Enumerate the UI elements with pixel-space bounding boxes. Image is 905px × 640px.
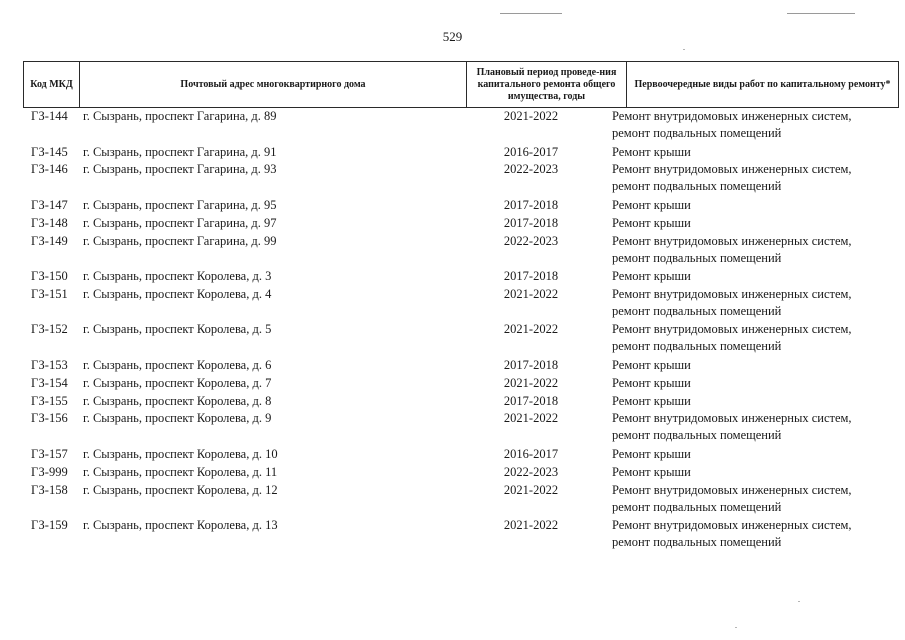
- row-code: ГЗ-154: [31, 376, 68, 390]
- header-address: Почтовый адрес многоквартирного дома: [79, 62, 466, 107]
- header-works: Первоочередные виды работ по капитальному ремонту*: [626, 62, 898, 107]
- row-works: [612, 197, 902, 214]
- row-works-line: ремонт подвальных помещений: [612, 251, 782, 265]
- row-code: ГЗ-148: [31, 216, 68, 230]
- row-period: 2022-2023: [503, 465, 559, 479]
- row-works-line: Ремонт крыши: [612, 198, 691, 212]
- row-code: ГЗ-145: [31, 145, 68, 159]
- row-code: ГЗ-146: [31, 162, 68, 176]
- row-works-line: ремонт подвальных помещений: [612, 179, 782, 193]
- row-period: 2022-2023: [503, 234, 559, 248]
- row-works: [612, 464, 902, 481]
- row-code: ГЗ-156: [31, 411, 68, 425]
- row-works: [612, 517, 902, 551]
- row-works-line: Ремонт крыши: [612, 394, 691, 408]
- scan-speck: [683, 49, 685, 50]
- row-works-line: ремонт подвальных помещений: [612, 500, 782, 514]
- row-period: 2017-2018: [503, 198, 559, 212]
- row-works-line: Ремонт крыши: [612, 145, 691, 159]
- row-works: [612, 233, 902, 267]
- row-works: [612, 108, 902, 142]
- row-address: г. Сызрань, проспект Королева, д. 11: [83, 465, 278, 479]
- row-works-line: ремонт подвальных помещений: [612, 304, 782, 318]
- row-period: 2016-2017: [503, 447, 559, 461]
- row-works: [612, 286, 902, 320]
- row-works-line: Ремонт крыши: [612, 216, 691, 230]
- row-code: ГЗ-152: [31, 322, 68, 336]
- header-period: Плановый период проведе-ния капитального ремонта общего имущества, годы: [466, 62, 626, 107]
- row-address: г. Сызрань, проспект Гагарина, д. 99: [83, 234, 277, 248]
- row-code: ГЗ-149: [31, 234, 68, 248]
- row-address: г. Сызрань, проспект Королева, д. 13: [83, 518, 278, 532]
- row-address: г. Сызрань, проспект Королева, д. 6: [83, 358, 272, 372]
- row-period: 2017-2018: [503, 394, 559, 408]
- row-works-line: Ремонт крыши: [612, 465, 691, 479]
- row-period: 2021-2022: [503, 109, 559, 123]
- row-code: ГЗ-151: [31, 287, 68, 301]
- row-address: г. Сызрань, проспект Гагарина, д. 95: [83, 198, 277, 212]
- row-works: [612, 321, 902, 355]
- row-period: 2022-2023: [503, 162, 559, 176]
- row-works: [612, 446, 902, 463]
- row-address: г. Сызрань, проспект Королева, д. 4: [83, 287, 272, 301]
- row-works-line: Ремонт крыши: [612, 376, 691, 390]
- row-period: 2017-2018: [503, 358, 559, 372]
- row-address: г. Сызрань, проспект Королева, д. 3: [83, 269, 272, 283]
- row-works-line: Ремонт крыши: [612, 447, 691, 461]
- row-works-line: Ремонт внутридомовых инженерных систем,: [612, 109, 852, 123]
- row-works: [612, 482, 902, 516]
- row-address: г. Сызрань, проспект Королева, д. 5: [83, 322, 272, 336]
- row-works-line: Ремонт внутридомовых инженерных систем,: [612, 322, 852, 336]
- row-period: 2021-2022: [503, 518, 559, 532]
- row-period: 2021-2022: [503, 411, 559, 425]
- row-works-line: ремонт подвальных помещений: [612, 428, 782, 442]
- row-works: [612, 268, 902, 285]
- row-works: [612, 357, 902, 374]
- row-address: г. Сызрань, проспект Гагарина, д. 91: [83, 145, 277, 159]
- row-works-line: Ремонт крыши: [612, 269, 691, 283]
- row-period: 2017-2018: [503, 216, 559, 230]
- row-works-line: Ремонт внутридомовых инженерных систем,: [612, 287, 852, 301]
- row-works-line: ремонт подвальных помещений: [612, 126, 782, 140]
- row-works-line: Ремонт внутридомовых инженерных систем,: [612, 411, 852, 425]
- row-works-line: ремонт подвальных помещений: [612, 535, 782, 549]
- row-works-line: Ремонт внутридомовых инженерных систем,: [612, 518, 852, 532]
- row-period: 2021-2022: [503, 287, 559, 301]
- row-works-line: Ремонт внутридомовых инженерных систем,: [612, 234, 852, 248]
- row-works: [612, 410, 902, 444]
- row-works-line: Ремонт внутридомовых инженерных систем,: [612, 483, 852, 497]
- row-address: г. Сызрань, проспект Королева, д. 8: [83, 394, 272, 408]
- row-works: [612, 144, 902, 161]
- row-works-line: ремонт подвальных помещений: [612, 339, 782, 353]
- row-works-line: Ремонт внутридомовых инженерных систем,: [612, 162, 852, 176]
- row-works: [612, 215, 902, 232]
- row-code: ГЗ-155: [31, 394, 68, 408]
- row-period: 2021-2022: [503, 322, 559, 336]
- row-works: [612, 161, 902, 195]
- row-address: г. Сызрань, проспект Королева, д. 7: [83, 376, 272, 390]
- row-code: ГЗ-157: [31, 447, 68, 461]
- scan-speck: [798, 601, 800, 602]
- row-address: г. Сызрань, проспект Гагарина, д. 97: [83, 216, 277, 230]
- row-code: ГЗ-158: [31, 483, 68, 497]
- row-address: г. Сызрань, проспект Королева, д. 9: [83, 411, 272, 425]
- row-period: 2021-2022: [503, 483, 559, 497]
- row-works: [612, 393, 902, 410]
- row-code: ГЗ-144: [31, 109, 68, 123]
- row-period: 2021-2022: [503, 376, 559, 390]
- row-code: ГЗ-147: [31, 198, 68, 212]
- row-address: г. Сызрань, проспект Гагарина, д. 93: [83, 162, 277, 176]
- row-code: ГЗ-999: [31, 465, 68, 479]
- row-code: ГЗ-159: [31, 518, 68, 532]
- scan-speck: [735, 627, 737, 628]
- row-address: г. Сызрань, проспект Королева, д. 10: [83, 447, 278, 461]
- row-address: г. Сызрань, проспект Королева, д. 12: [83, 483, 278, 497]
- row-works: [612, 375, 902, 392]
- page-number: 529: [442, 29, 463, 44]
- row-code: ГЗ-153: [31, 358, 68, 372]
- row-period: 2016-2017: [503, 145, 559, 159]
- row-works-line: Ремонт крыши: [612, 358, 691, 372]
- row-period: 2017-2018: [503, 269, 559, 283]
- row-code: ГЗ-150: [31, 269, 68, 283]
- header-code: Код МКД: [30, 78, 73, 90]
- row-address: г. Сызрань, проспект Гагарина, д. 89: [83, 109, 277, 123]
